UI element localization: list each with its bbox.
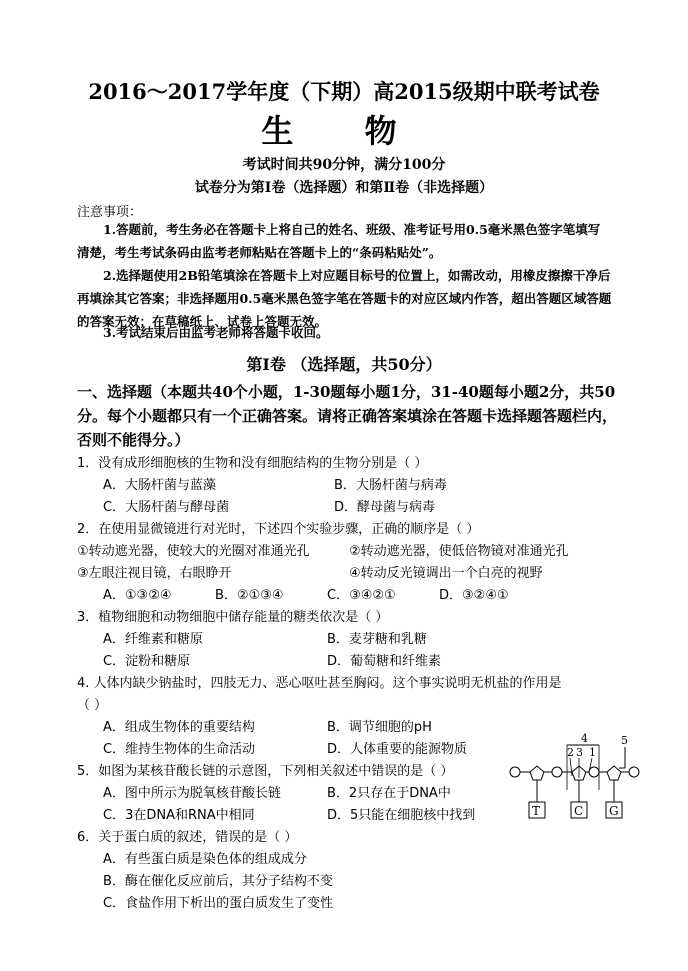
question-2-option-c: C．③④②① bbox=[327, 588, 396, 603]
question-6-option-b: B．酶在催化反应前后，其分子结构不变 bbox=[103, 874, 333, 889]
question-1-stem: 1．没有成形细胞核的生物和没有细胞结构的生物分别是（ ） bbox=[77, 456, 428, 471]
question-4-stem: 4. 人体内缺少钠盐时，四肢无力、恶心呕吐甚至胸闷。这个事实说明无机盐的作用是 bbox=[77, 676, 562, 691]
base-label-c: C bbox=[574, 804, 584, 818]
section-instructions: 一、选择题（本题共40个小题，1-30题每小题1分，31-40题每小题2分，共50分。每个小题都只有一个正确答案。请将正确答案填涂在答题卡选择题答题栏内，否则不能得分。） bbox=[77, 383, 618, 449]
question-4-option-d: D．人体重要的能源物质 bbox=[327, 742, 468, 757]
question-3-option-b: B．麦芽糖和乳糖 bbox=[327, 632, 427, 647]
figure-label-2: 2 bbox=[567, 746, 574, 759]
exam-title: 2016～2017学年度（下期）高2015级期中联考试卷 bbox=[88, 79, 600, 104]
question-1-option-d: D．酵母菌与病毒 bbox=[334, 500, 436, 515]
question-5-option-b: B．2只存在于DNA中 bbox=[327, 786, 451, 801]
question-2-option-d: D．③②④① bbox=[439, 588, 509, 603]
note-item-2: 2.选择题使用2B铅笔填涂在答题卡上对应题目标号的位置上，如需改动，用橡皮擦擦干净后再填涂其它答案；非选择题用0.5毫米黑色签字笔在答题卡的对应区域内作答，超出答题区域答题的答案无效；在草稿纸上、试卷上答题无效。 bbox=[77, 268, 612, 329]
phosphate-circle bbox=[589, 767, 599, 777]
figure-label-4: 4 bbox=[581, 732, 588, 745]
phosphate-circle bbox=[629, 767, 639, 777]
question-6-option-c: C．食盐作用下析出的蛋白质发生了变性 bbox=[103, 896, 334, 911]
note-item-1: 1.答题前，考生务必在答题卡上将自己的姓名、班级、准考证号用0.5毫米黑色签字笔填写清楚，考生考试条码由监考老师粘贴在答题卡上的“条码粘贴处”。 bbox=[77, 222, 601, 260]
note-item-3: 3.考试结束后由监考老师将答题卡收回。 bbox=[103, 325, 329, 340]
question-3-option-c: C．淀粉和糖原 bbox=[103, 654, 191, 669]
question-2-step-2: ②转动遮光器，使低倍物镜对准通光孔 bbox=[349, 544, 569, 559]
part1-title: 第Ⅰ卷 （选择题，共50分） bbox=[246, 355, 442, 374]
figure-label-1: 1 bbox=[589, 746, 596, 759]
question-1-option-a: A．大肠杆菌与蓝藻 bbox=[103, 478, 216, 493]
phosphate-circle bbox=[552, 767, 562, 777]
question-5-stem: 5．如图为某核苷酸长链的示意图，下列相关叙述中错误的是（ ） bbox=[77, 764, 454, 779]
question-2-step-1: ①转动遮光器，使较大的光圈对准通光孔 bbox=[77, 544, 310, 559]
question-3-option-d: D．葡萄糖和纤维素 bbox=[327, 654, 442, 669]
question-6-option-a: A．有些蛋白质是染色体的组成成分 bbox=[103, 852, 307, 867]
question-2-option-b: B．②①③④ bbox=[215, 588, 284, 603]
sugar-pentagon bbox=[607, 766, 621, 780]
question-5-option-c: C．3在DNA和RNA中相同 bbox=[103, 808, 255, 823]
question-4-option-b: B．调节细胞的pH bbox=[327, 720, 432, 735]
question-4-stem-continued: （ ） bbox=[77, 698, 108, 713]
notes-title: 注意事项： bbox=[77, 205, 143, 220]
question-3-stem: 3．植物细胞和动物细胞中储存能量的糖类依次是（ ） bbox=[77, 610, 389, 625]
question-1-option-b: B．大肠杆菌与病毒 bbox=[334, 478, 447, 493]
question-2-step-3: ③左眼注视目镜，右眼睁开 bbox=[77, 566, 232, 581]
question-5-option-a: A．图中所示为脱氧核苷酸长链 bbox=[103, 786, 281, 801]
question-4-option-c: C．维持生物体的生命活动 bbox=[103, 742, 256, 757]
structure-info: 试卷分为第Ⅰ卷（选择题）和第Ⅱ卷（非选择题） bbox=[194, 180, 494, 196]
nucleotide-chain-figure bbox=[497, 730, 647, 830]
question-2-step-4: ④转动反光镜调出一个白亮的视野 bbox=[349, 566, 543, 581]
base-label-t: T bbox=[532, 804, 541, 818]
sugar-pentagon bbox=[530, 766, 544, 780]
question-4-option-a: A．组成生物体的重要结构 bbox=[103, 720, 255, 735]
figure-label-3: 3 bbox=[576, 746, 583, 759]
question-1-option-c: C．大肠杆菌与酵母菌 bbox=[103, 500, 230, 515]
question-6-stem: 6．关于蛋白质的叙述，错误的是（ ） bbox=[77, 830, 298, 845]
question-3-option-a: A．纤维素和糖原 bbox=[103, 632, 203, 647]
question-5-option-d: D．5只能在细胞核中找到 bbox=[327, 808, 476, 823]
time-info: 考试时间共90分钟，满分100分 bbox=[242, 157, 446, 173]
phosphate-circle bbox=[510, 767, 520, 777]
base-label-g: G bbox=[609, 804, 619, 818]
question-2-stem: 2．在使用显微镜进行对光时，下述四个实验步骤，正确的顺序是（ ） bbox=[77, 522, 480, 537]
question-2-option-a: A．①③②④ bbox=[103, 588, 172, 603]
figure-label-5: 5 bbox=[621, 734, 628, 747]
subject-title: 生 物 bbox=[261, 112, 427, 150]
